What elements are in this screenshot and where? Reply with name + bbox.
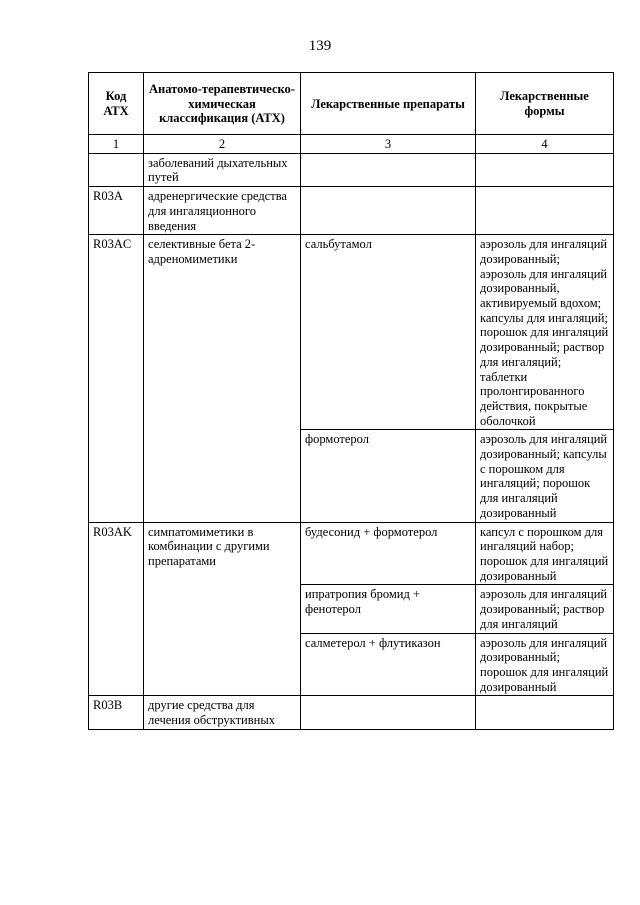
medicine-name: сальбутамол (301, 235, 476, 430)
medicine-cell (301, 153, 476, 186)
medicine-name: формотерол (301, 430, 476, 522)
atc-code: R03B (89, 696, 144, 729)
header-atc-classification: Анатомо-терапевтическо-химическая классификация (АТХ) (144, 73, 301, 135)
table-row (89, 522, 614, 585)
column-number: 2 (144, 135, 301, 154)
medicine-cell (301, 187, 476, 235)
atc-code (89, 153, 144, 186)
dosage-form-cell (476, 696, 614, 729)
atc-classification: адренергические средства для ингаляционного введения (144, 187, 301, 235)
column-number: 3 (301, 135, 476, 154)
table-row (89, 696, 614, 729)
atc-classification: симпатомиметики в комбинации с другими препаратами (144, 522, 301, 696)
header-medicines: Лекарственные препараты (301, 73, 476, 135)
atc-classification: заболеваний дыхательных путей (144, 153, 301, 186)
column-number: 4 (476, 135, 614, 154)
table-row (89, 153, 614, 186)
atc-classification: другие средства для лечения обструктивных (144, 696, 301, 729)
atc-code: R03AC (89, 235, 144, 522)
header-dosage-forms: Лекарственные формы (476, 73, 614, 135)
dosage-form-cell (476, 187, 614, 235)
medicine-cell (301, 696, 476, 729)
table-header-row (89, 73, 614, 135)
header-atc-code: Код АТХ (89, 73, 144, 135)
atc-code: R03A (89, 187, 144, 235)
dosage-forms: аэрозоль для ингаляций дозированный; порошок для ингаляций дозированный (476, 633, 614, 696)
dosage-forms: аэрозоль для ингаляций дозированный; аэрозоль для ингаляций дозированный, активируемый вдохом; капсулы для ингаляций; порошок для ингаляций дозированный; раствор для ингаляций; таблетки пролонгированного действия, покрытые оболочкой (476, 235, 614, 430)
drug-table (88, 72, 614, 730)
medicine-name: ипратропия бромид + фенотерол (301, 585, 476, 633)
page-number: 139 (308, 38, 332, 54)
column-number-row (89, 135, 614, 154)
atc-code: R03AK (89, 522, 144, 696)
dosage-forms: капсул с порошком для ингаляций набор; порошок для ингаляций дозированный (476, 522, 614, 585)
column-number: 1 (89, 135, 144, 154)
medicine-name: салметерол + флутиказон (301, 633, 476, 696)
dosage-forms: аэрозоль для ингаляций дозированный; капсулы с порошком для ингаляций; порошок для ингаляций дозированный (476, 430, 614, 522)
dosage-form-cell (476, 153, 614, 186)
table-row (89, 235, 614, 430)
dosage-forms: аэрозоль для ингаляций дозированный; раствор для ингаляций (476, 585, 614, 633)
medicine-name: будесонид + формотерол (301, 522, 476, 585)
table-row (89, 187, 614, 235)
atc-classification: селективные бета 2-адреномиметики (144, 235, 301, 522)
